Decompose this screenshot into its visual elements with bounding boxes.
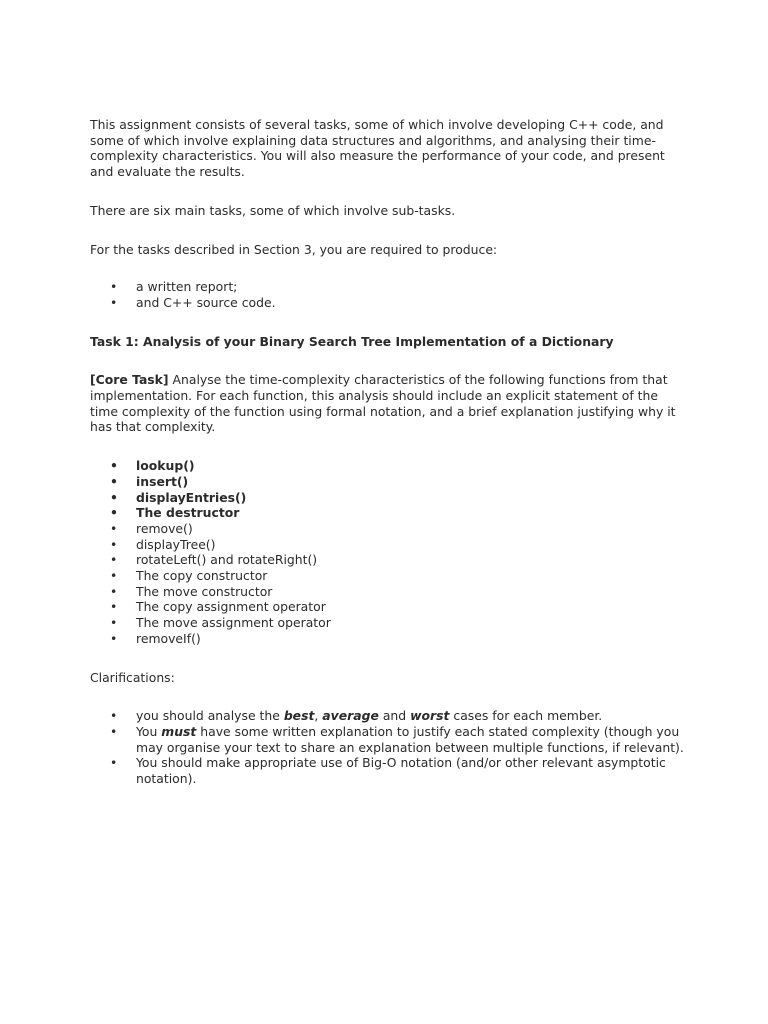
clarification-text: you should analyse the: [136, 708, 284, 724]
list-item: • You should make appropriate use of Big-O notation (and/or other relevant asymptotic notation).: [90, 755, 688, 786]
function-list-item: • The destructor: [90, 505, 688, 521]
function-list-item: • The copy constructor: [90, 568, 688, 584]
tasks-count-paragraph: There are six main tasks, some of which involve sub-tasks.: [90, 202, 456, 218]
core-task-text: Analyse the time-complexity characteristics of the following functions from that implementation. For each function, this analysis should include an explicit statement of the time complexity of the function using formal notation, and a brief explanation justifying why it has that complexity.: [90, 372, 676, 435]
function-list-item: • rotateLeft() and rotateRight(): [90, 552, 688, 568]
clarifications-list: [90, 708, 688, 787]
function-list-item: • lookup(): [90, 458, 688, 474]
deliverables-list: [90, 279, 688, 310]
clarification-text: ,: [314, 708, 323, 724]
function-list-item: • insert(): [90, 474, 688, 490]
deliverables-intro-paragraph: For the tasks described in Section 3, you are required to produce:: [90, 241, 498, 257]
clarification-text: cases for each member.: [449, 708, 603, 724]
emphasis-best: best: [283, 708, 315, 724]
function-list-item: • The copy assignment operator: [90, 599, 688, 615]
clarification-text: You: [136, 723, 162, 739]
task1-heading: Task 1: Analysis of your Binary Search Tree Implementation of a Dictionary: [90, 333, 614, 349]
functions-list: [90, 458, 688, 646]
function-list-item: • removeIf(): [90, 631, 688, 647]
list-item: [90, 708, 688, 724]
core-task-paragraph: [90, 372, 688, 435]
list-item: [90, 724, 688, 755]
intro-paragraph: This assignment consists of several tasks, some of which involve developing C++ code, and some of which involve explaining data structures and algorithms, and analysing their time-complexity characteristics. You will also measure the performance of your code, and present and evaluate the results.: [90, 117, 665, 180]
list-item: • and C++ source code.: [90, 295, 688, 311]
clarification-text: have some written explanation to justify each stated complexity (though you may organise your text to share an explanation between multiple functions, if relevant).: [136, 723, 684, 755]
function-list-item: • displayTree(): [90, 537, 688, 553]
function-list-item: • The move assignment operator: [90, 615, 688, 631]
core-task-tag: [Core Task]: [90, 372, 169, 388]
function-list-item: • remove(): [90, 521, 688, 537]
emphasis-must: must: [161, 723, 197, 739]
clarifications-label: Clarifications:: [90, 669, 175, 685]
emphasis-average: average: [322, 708, 379, 724]
list-item: • a written report;: [90, 279, 688, 295]
clarification-text: and: [378, 708, 411, 724]
function-list-item: • The move constructor: [90, 584, 688, 600]
emphasis-worst: worst: [410, 708, 450, 724]
function-list-item: • displayEntries(): [90, 490, 688, 506]
